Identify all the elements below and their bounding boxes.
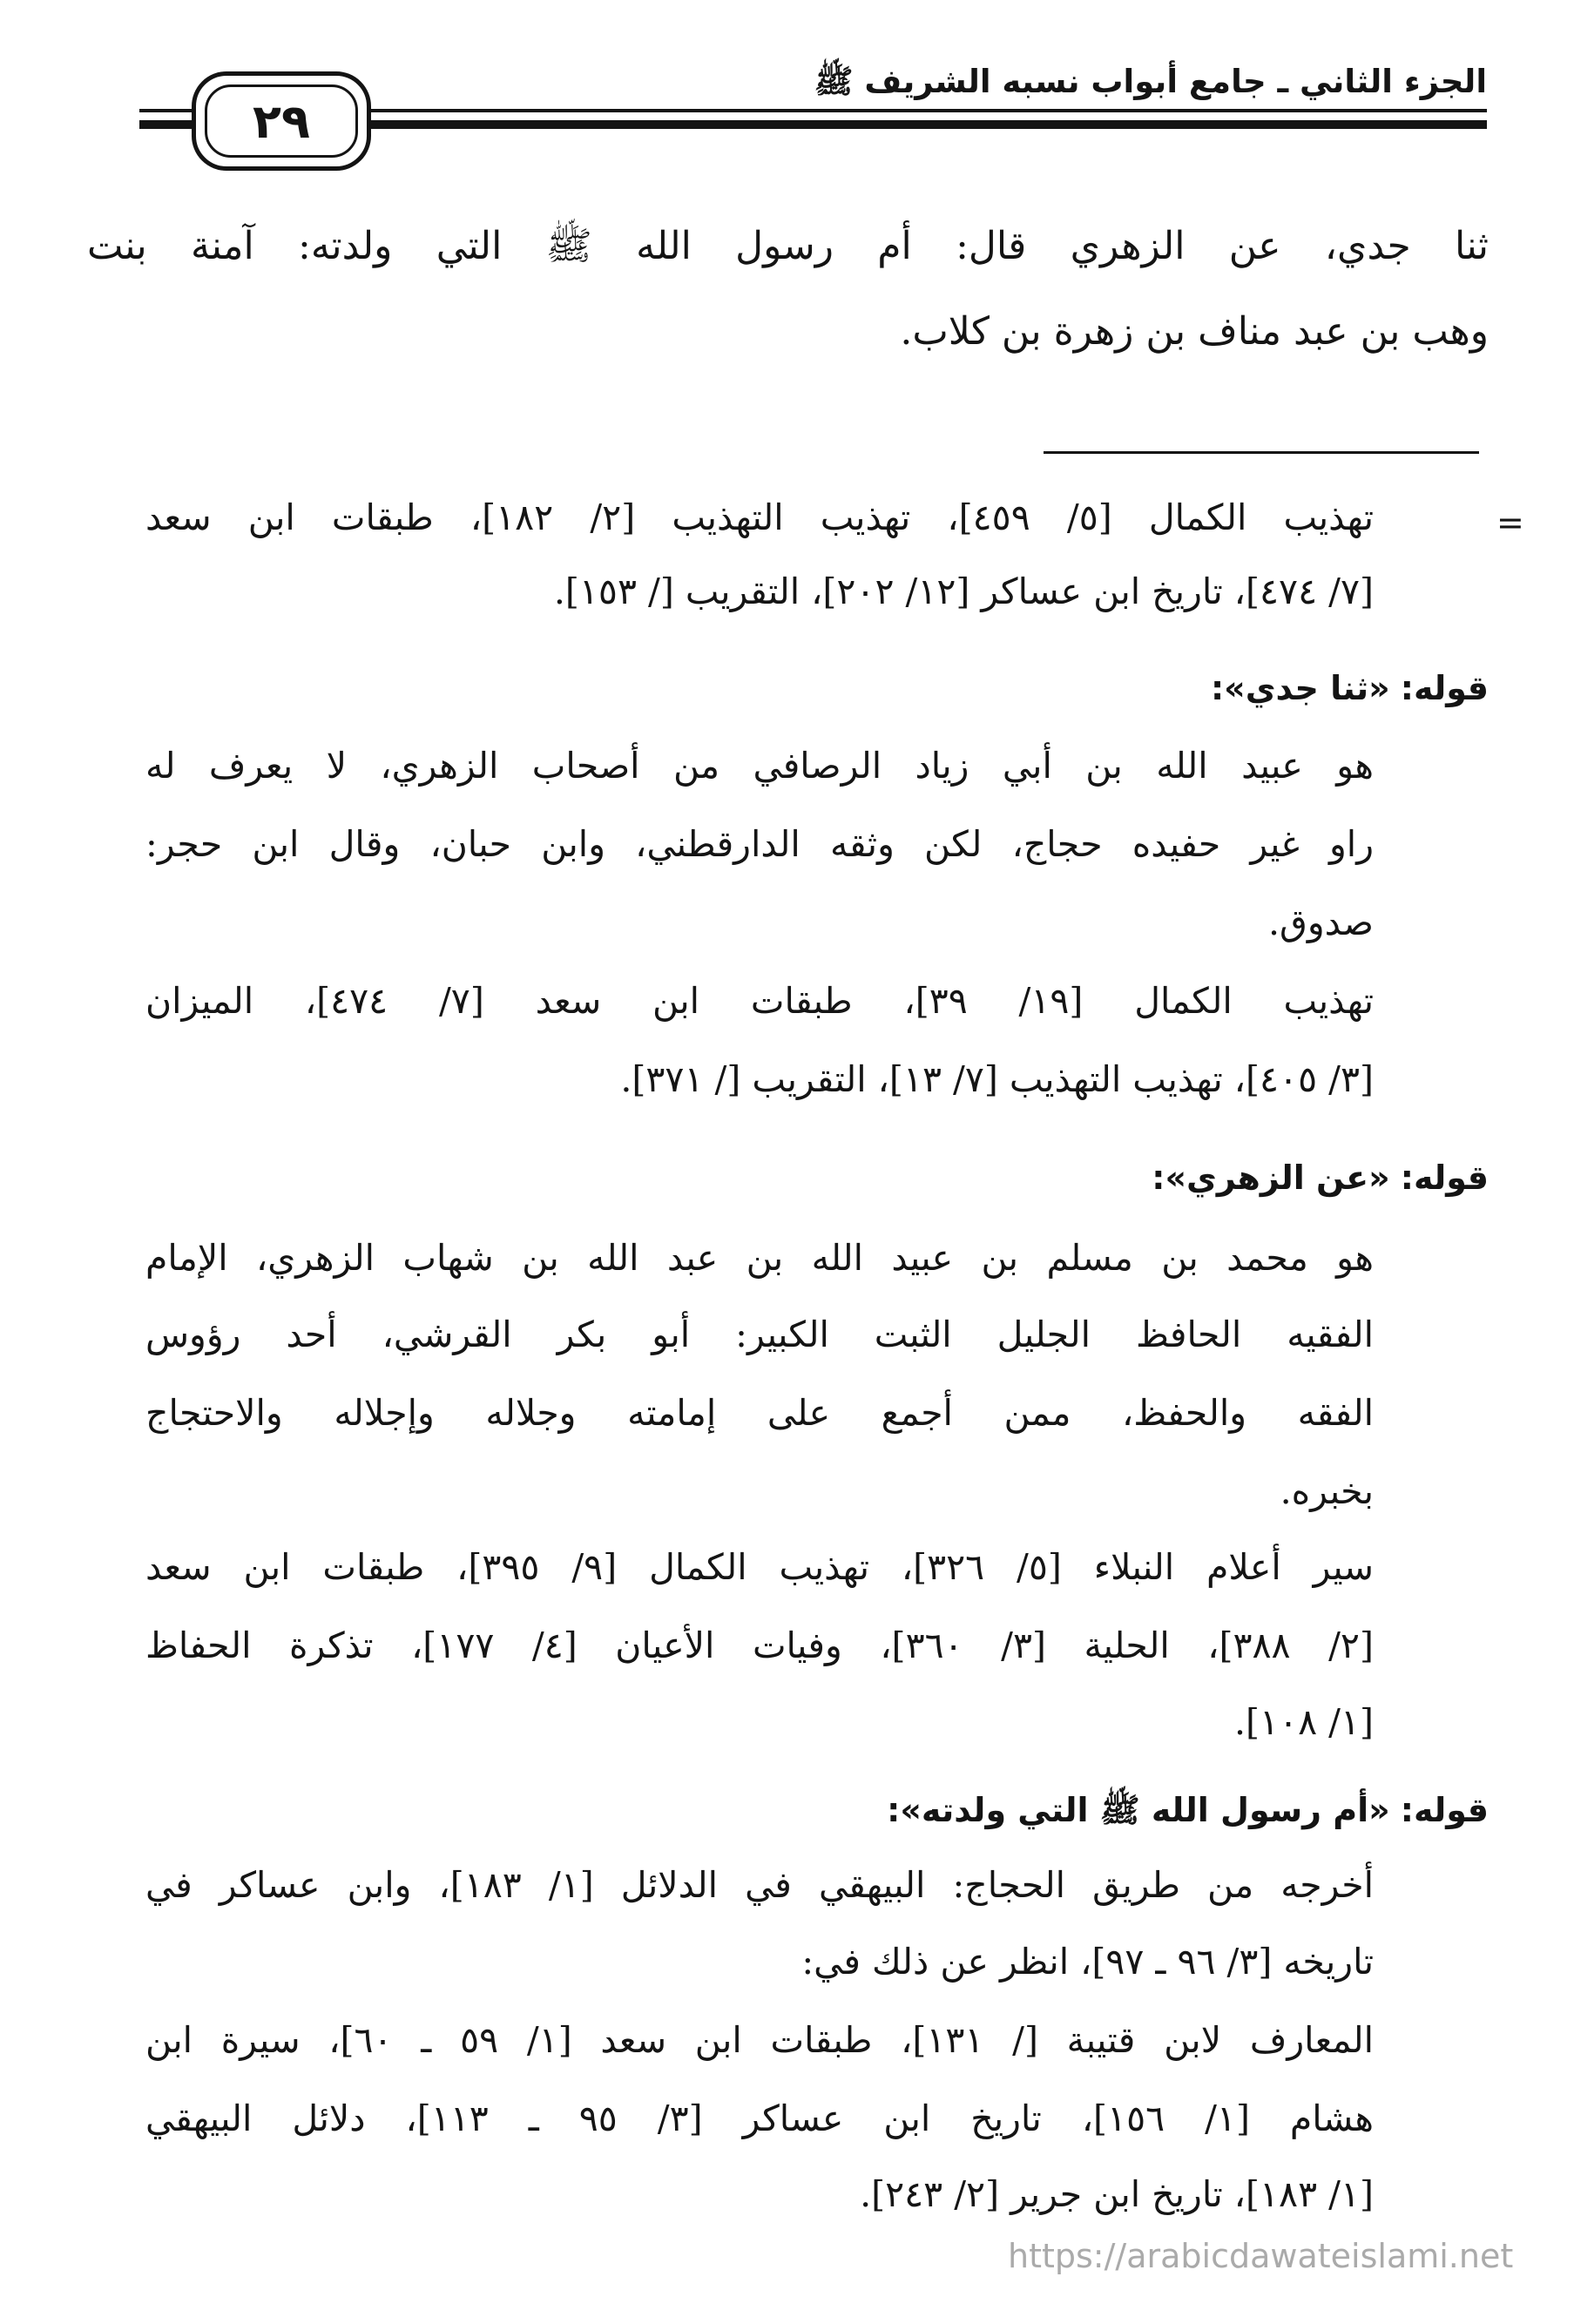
label-prefix: قوله:	[1400, 669, 1489, 707]
section-2-line-2: الفقيه الحافظ الجليل الثبت الكبير: أبو بكر القرشي، أحد رؤوس	[145, 1314, 1374, 1355]
section-2-line-3: الفقه والحفظ، ممن أجمع على إمامته وجلاله وإجلاله والاحتجاج	[145, 1392, 1374, 1434]
section-3-line-3: المعارف لابن قتيبة [/ ١٣١]، طبقات ابن سعد [١/ ٥٩ ـ ٦٠]، سيرة ابن	[145, 2019, 1374, 2061]
section-2-line-1: هو محمد بن مسلم بن عبيد الله بن عبد الله بن شهاب الزهري، الإمام	[145, 1237, 1374, 1279]
section-2-line-4: بخبره.	[1280, 1470, 1374, 1512]
watermark-url: https://arabicdawateislami.net	[1008, 2237, 1514, 2275]
page-number: ٢٩	[205, 84, 358, 158]
section-1-line-4: تهذيب الكمال [١٩/ ٣٩]، طبقات ابن سعد [٧/ ٤٧٤]، الميزان	[145, 980, 1375, 1022]
section-1-line-1: هو عبيد الله بن أبي زياد الرصافي من أصحاب الزهري، لا يعرف له	[145, 745, 1374, 787]
section-3-label	[887, 1790, 1489, 1838]
running-header: الجزء الثاني ـ جامع أبواب نسبه الشريف ﷺ	[799, 63, 1487, 101]
label-quote: «ثنا جدي»:	[1210, 669, 1390, 707]
footnote-line-2: [٧/ ٤٧٤]، تاريخ ابن عساكر [١٢/ ٢٠٢]، التقريب [/ ١٥٣].	[553, 571, 1374, 612]
section-3-line-2: تاريخه [٣/ ٩٦ ـ ٩٧]، انظر عن ذلك في:	[801, 1941, 1374, 1983]
label-quote: «عن الزهري»:	[1152, 1159, 1390, 1197]
section-2-label	[1152, 1159, 1489, 1197]
label-quote: «أم رسول الله ﷺ التي ولدته»:	[887, 1791, 1390, 1829]
section-2-line-7: [١/ ١٠٨].	[1234, 1701, 1374, 1743]
section-3-line-4: هشام [١/ ١٥٦]، تاريخ ابن عساكر [٣/ ٩٥ ـ ١١٣]، دلائل البيهقي	[145, 2098, 1374, 2139]
footnote-line-1: تهذيب الكمال [٥/ ٤٥٩]، تهذيب التهذيب [٢/ ١٨٢]، طبقات ابن سعد	[145, 497, 1374, 538]
section-1-line-3: صدوق.	[1268, 902, 1374, 943]
section-1-line-5: [٣/ ٤٠٥]، تهذيب التهذيب [٧/ ١٣]، التقريب [/ ٣٧١].	[620, 1058, 1374, 1100]
main-text-line-1: ثنا جدي، عن الزهري قال: أم رسول الله ﷺ التي ولدته: آمنة بنت	[87, 224, 1489, 268]
label-prefix: قوله:	[1400, 1159, 1489, 1197]
label-prefix: قوله:	[1400, 1791, 1489, 1829]
section-1-line-2: راو غير حفيده حجاج، لكن وثقه الدارقطني، وابن حبان، وقال ابن حجر:	[145, 823, 1374, 865]
main-text-line-2: وهب بن عبد مناف بن زهرة بن كلاب.	[900, 309, 1489, 354]
section-2-line-5: سير أعلام النبلاء [٥/ ٣٢٦]، تهذيب الكمال [٩/ ٣٩٥]، طبقات ابن سعد	[145, 1546, 1374, 1588]
section-2-line-6: [٢/ ٣٨٨]، الحلية [٣/ ٣٦٠]، وفيات الأعيان [٤/ ١٧٧]، تذكرة الحفاظ	[145, 1625, 1374, 1666]
section-3-line-5: [١/ ١٨٣]، تاريخ ابن جرير [٢/ ٢٤٣].	[860, 2173, 1374, 2215]
section-1-label	[1211, 669, 1489, 707]
section-3-line-1: أخرجه من طريق الحجاج: البيهقي في الدلائل [١/ ١٨٣]، وابن عساكر في	[145, 1864, 1374, 1906]
footnote-separator	[1044, 451, 1479, 454]
page-number-frame	[192, 71, 371, 171]
continuation-mark: =	[1496, 503, 1524, 542]
